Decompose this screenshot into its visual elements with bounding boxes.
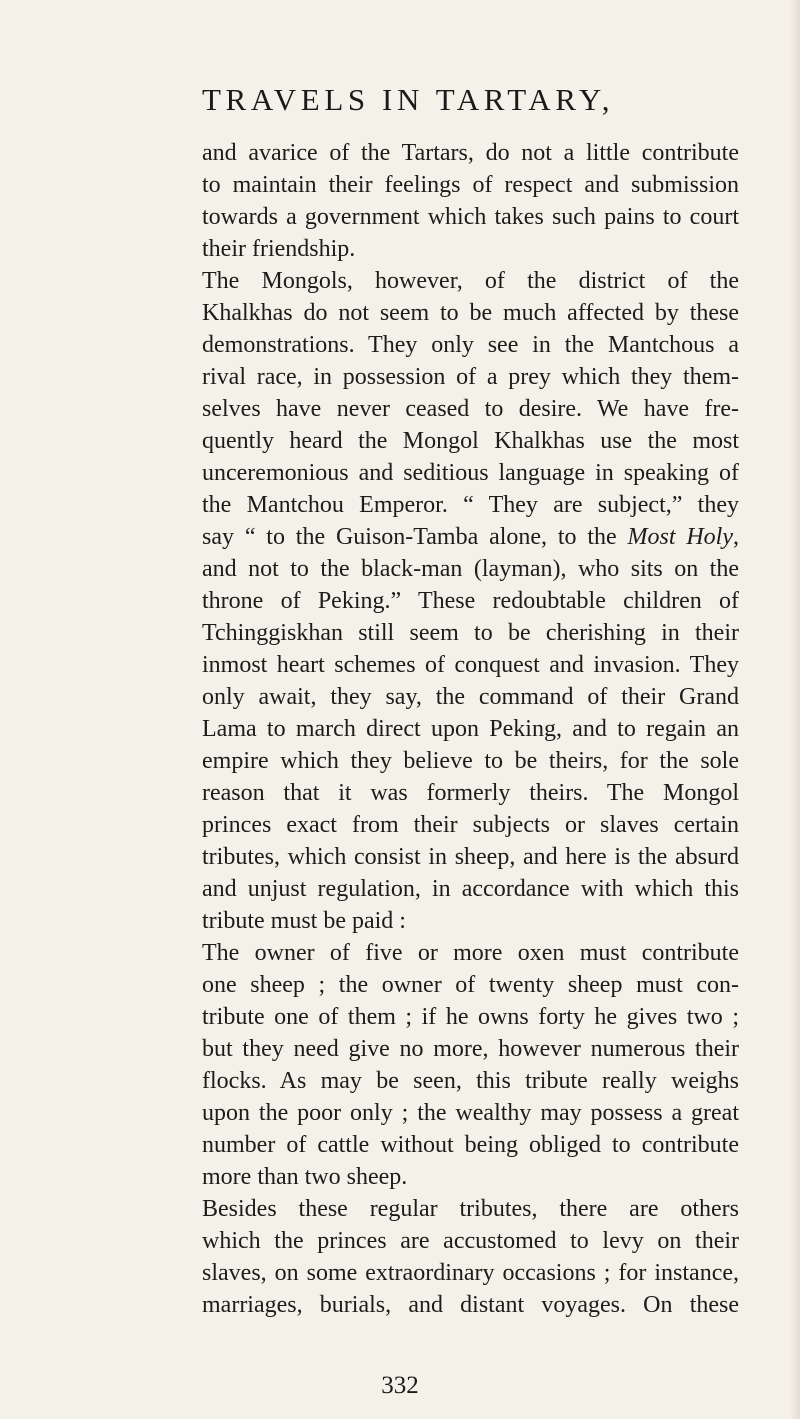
italic-term: Most Holy	[627, 524, 733, 550]
text-line: and unjust regulation, in accordance with which this	[202, 876, 739, 902]
text-line: flocks. As may be seen, this tribute really weighs	[202, 1068, 739, 1094]
text-line: inmost heart schemes of conquest and invasion. They	[202, 652, 739, 678]
text-line-start: say “ to the Guison-Tamba alone, to the	[202, 524, 628, 550]
text-line: but they need give no more, however numerous their	[202, 1036, 739, 1062]
text-line: selves have never ceased to desire. We have fre-	[202, 396, 739, 422]
text-line: empire which they believe to be theirs, for the sole	[202, 748, 739, 774]
text-line: Tchinggiskhan still seem to be cherishing in their	[202, 620, 739, 646]
body-text	[202, 137, 739, 1321]
text-line: and avarice of the Tartars, do not a little contribute	[202, 140, 739, 166]
text-line: throne of Peking.” These redoubtable children of	[202, 588, 739, 614]
text-line: slaves, on some extraordinary occasions ; for instance,	[202, 1260, 739, 1286]
text-line: tribute must be paid :	[202, 908, 406, 934]
text-line-end: ,	[733, 524, 739, 550]
text-line: and not to the black-man (layman), who sits on the	[202, 556, 739, 582]
text-line: Besides these regular tributes, there are others	[202, 1196, 739, 1222]
text-line: which the princes are accustomed to levy on their	[202, 1228, 739, 1254]
text-line: to maintain their feelings of respect and submission	[202, 172, 739, 198]
text-line: tribute one of them ; if he owns forty he gives two ;	[202, 1004, 739, 1030]
text-line: towards a government which takes such pains to court	[202, 204, 739, 230]
text-line: demonstrations. They only see in the Mantchous a	[202, 332, 739, 358]
text-line: upon the poor only ; the wealthy may possess a great	[202, 1100, 739, 1126]
text-line: unceremonious and seditious language in speaking of	[202, 460, 739, 486]
text-line: only await, they say, the command of their Grand	[202, 684, 739, 710]
text-line: one sheep ; the owner of twenty sheep must con-	[202, 972, 739, 998]
text-line: princes exact from their subjects or slaves certain	[202, 812, 739, 838]
text-line: number of cattle without being obliged to contribute	[202, 1132, 739, 1158]
text-line: Lama to march direct upon Peking, and to regain an	[202, 716, 739, 742]
page-number: 332	[381, 1372, 419, 1399]
text-line: Khalkhas do not seem to be much affected by these	[202, 300, 739, 326]
text-line: marriages, burials, and distant voyages. On these	[202, 1292, 739, 1318]
text-line: The owner of five or more oxen must contribute	[202, 940, 739, 966]
text-line: The Mongols, however, of the district of the	[202, 268, 739, 294]
text-line: tributes, which consist in sheep, and here is the absurd	[202, 844, 739, 870]
text-line: the Mantchou Emperor. “ They are subject,” they	[202, 492, 739, 518]
text-line: rival race, in possession of a prey which they them-	[202, 364, 739, 390]
text-line	[202, 521, 739, 553]
text-line: quently heard the Mongol Khalkhas use the most	[202, 428, 739, 454]
text-line: their friendship.	[202, 236, 356, 262]
text-line: reason that it was formerly theirs. The Mongol	[202, 780, 739, 806]
running-head: TRAVELS IN TARTARY,	[202, 82, 615, 117]
text-line: more than two sheep.	[202, 1164, 408, 1190]
page-edge	[790, 0, 800, 1419]
